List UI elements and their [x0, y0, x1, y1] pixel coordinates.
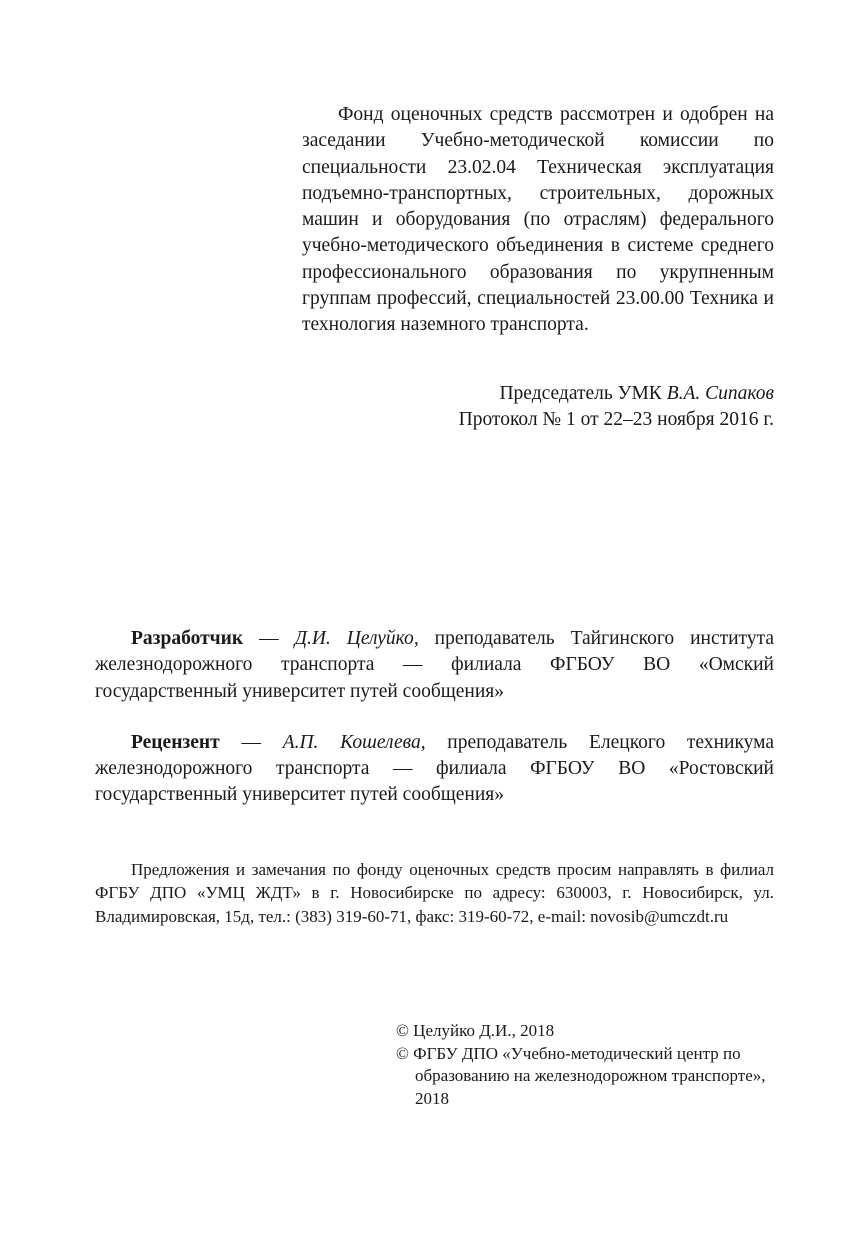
copyright-publisher: © ФГБУ ДПО «Учебно-методический центр по образованию на железнодорожном транспорте», 2018	[396, 1043, 766, 1109]
chair-signature-line	[459, 381, 774, 407]
developer-description: , преподаватель Тайгинского института железнодорожного транспорта — филиала ФГБОУ ВО «Омский государственный университет путей сообщения»	[95, 628, 774, 702]
suggestions-paragraph: Предложения и замечания по фонду оценочных средств просим направлять в филиал ФГБУ ДПО «УМЦ ЖДТ» в г. Новосибирске по адресу: 630003, г. Новосибирск, ул. Владимировская, 15д, тел.: (383) 319-60-71, факс: 319-60-72, e-mail: novosib@umczdt.ru	[95, 860, 774, 926]
developer-paragraph	[95, 626, 774, 705]
reviewer-name: А.П. Кошелева	[282, 731, 421, 753]
developer-dash: —	[243, 628, 295, 649]
copyright-author: © Целуйко Д.И., 2018	[396, 1021, 555, 1040]
reviewer-role: Рецензент	[131, 731, 220, 753]
chair-name: В.А. Сипаков	[666, 383, 774, 404]
credits-block	[95, 626, 774, 834]
reviewer-dash: —	[219, 731, 283, 753]
developer-role: Разработчик	[131, 628, 244, 649]
protocol-line: Протокол № 1 от 22–23 ноября 2016 г.	[458, 409, 774, 431]
chair-block	[459, 381, 774, 434]
reviewer-paragraph	[95, 730, 774, 809]
approval-paragraph: Фонд оценочных средств рассмотрен и одобрен на заседании Учебно-методической комиссии по специальности 23.02.04 Техническая эксплуатация подъемно-транспортных, строительных, дорожных машин и оборудования (по отраслям) федерального учебно-методического объединения в системе среднего профессионального образования по укрупненным группам профессий, специальностей 23.00.00 Техника и технология наземного транспорта.	[302, 104, 774, 336]
chair-label: Председатель УМК	[499, 383, 662, 404]
reviewer-description: , преподаватель Елецкого техникума железнодорожного транспорта — филиала ФГБОУ ВО «Ростовский государственный университет путей сообщения»	[95, 731, 774, 806]
developer-name: Д.И. Целуйко	[294, 628, 414, 649]
copyright-block	[396, 1020, 786, 1111]
